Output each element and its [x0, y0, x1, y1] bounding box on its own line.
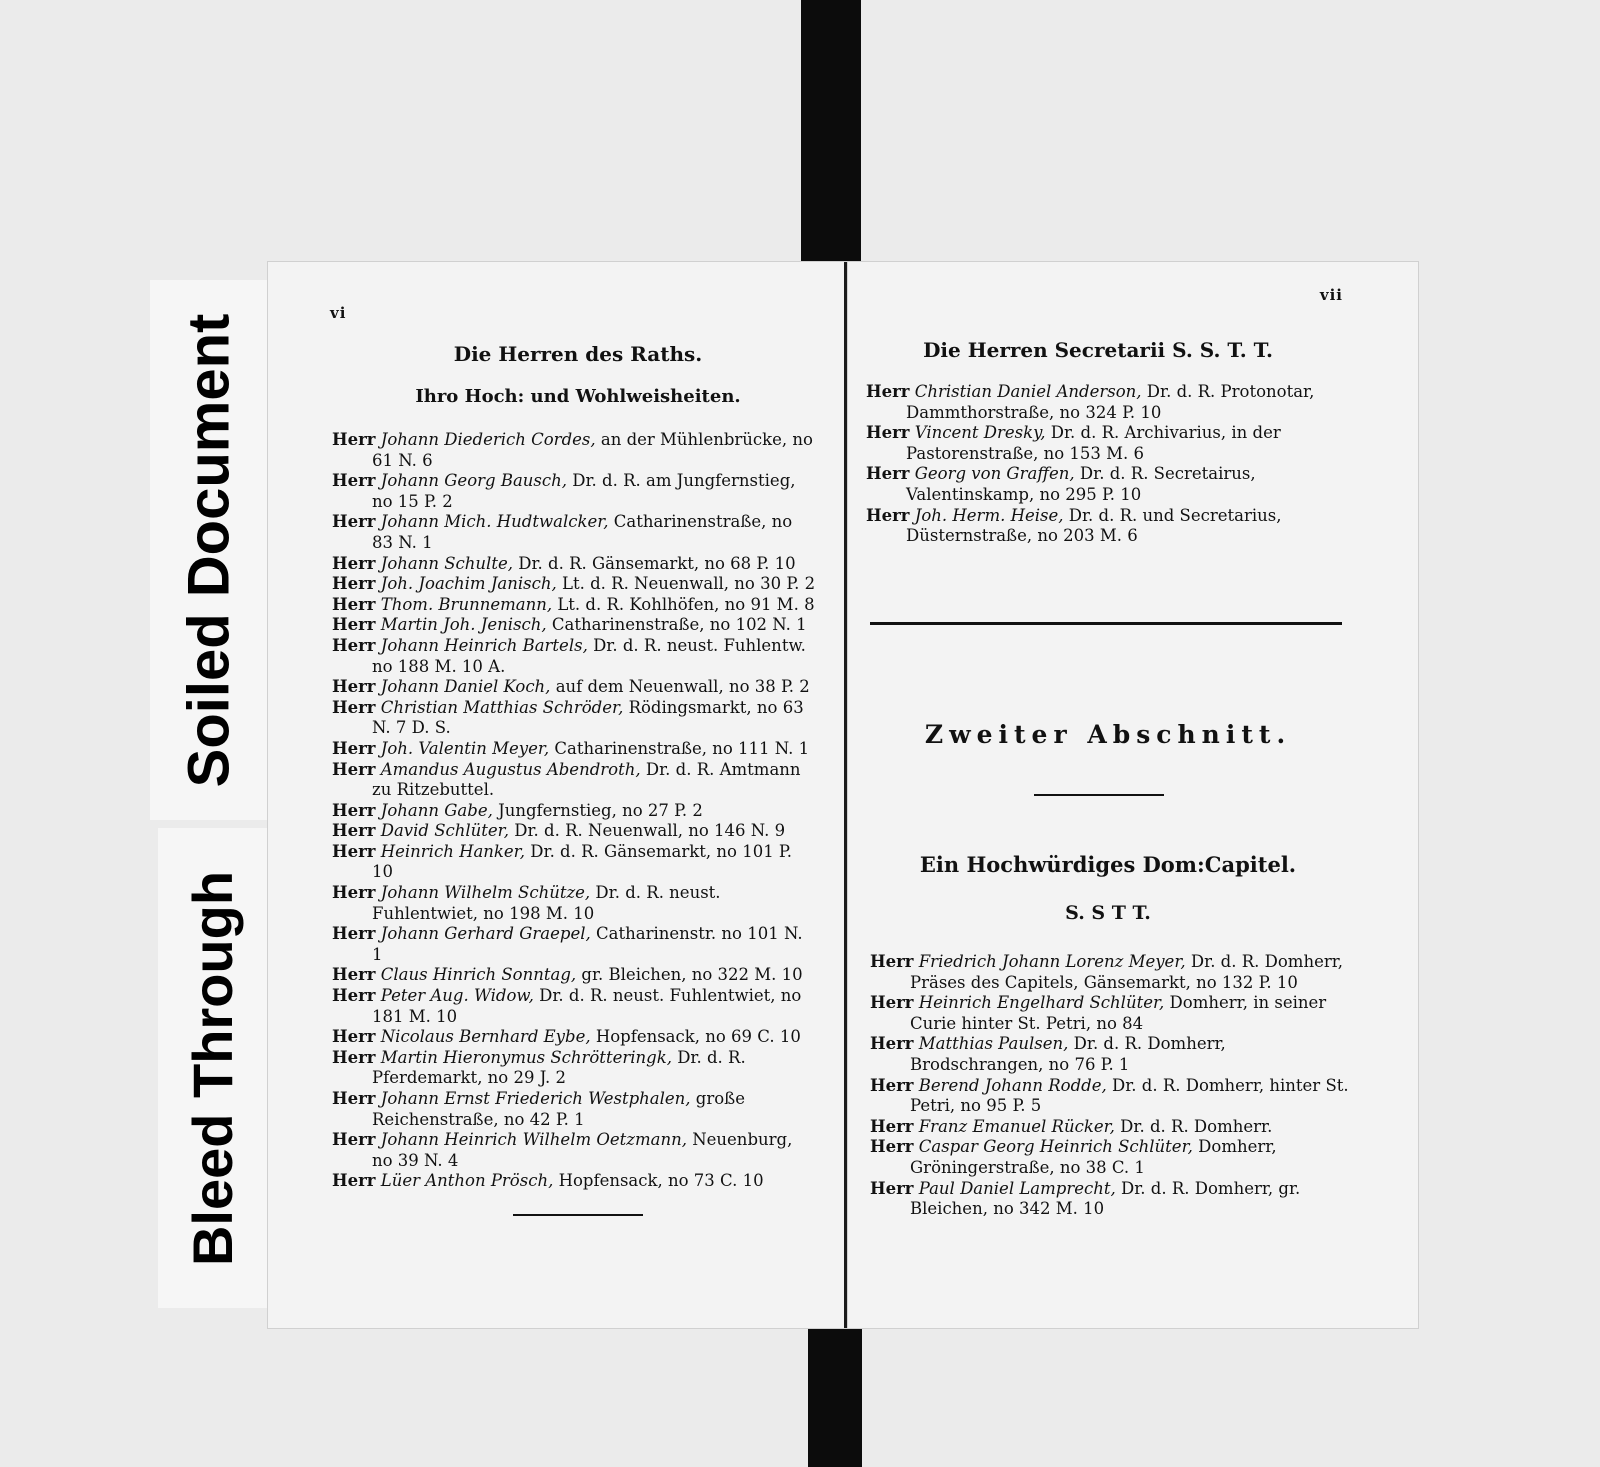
gutter-bar-bottom [808, 1328, 862, 1467]
entry-name: Johann Gerhard Graepel, [380, 924, 591, 944]
entry-prefix: Herr [866, 382, 910, 401]
entry-details: Domherr, Gröningerstraße, no 38 C. 1 [910, 1137, 1277, 1177]
entry-prefix: Herr [332, 553, 376, 573]
entry-name: Georg von Graffen, [914, 464, 1075, 484]
right-page [848, 262, 1418, 1328]
entry-prefix: Herr [332, 800, 376, 820]
entry-prefix: Herr [870, 1137, 914, 1157]
entry-item [870, 1137, 1350, 1178]
entry-item [332, 801, 818, 822]
entry-details: Dr. d. R. Neuenwall, no 146 N. 9 [514, 821, 786, 841]
bleed-through-label [158, 828, 268, 1308]
entry-item [332, 677, 818, 698]
soiled-document-label [150, 280, 268, 820]
entry-details: Dr. d. R. Secretairus, Valentinskamp, no 295 P. 10 [906, 464, 1256, 504]
entry-name: Johann Diederich Cordes, [380, 430, 596, 449]
entry-prefix: Herr [332, 1047, 376, 1067]
entry-details: Neuenburg, no 39 N. 4 [372, 1130, 793, 1170]
entry-name: Peter Aug. Widow, [380, 986, 534, 1006]
left-heading: Die Herren des Raths. [453, 342, 703, 366]
chapter-heading: Ein Hochwürdiges Dom:Capitel. [919, 852, 1297, 877]
right-folio: vii [1319, 286, 1343, 304]
right-heading: Die Herren Secretarii S. S. T. T. [923, 338, 1273, 362]
left-entry-list [332, 430, 818, 1192]
entry-details: Dr. d. R. am Jungfernstieg, no 15 P. 2 [372, 471, 796, 511]
right-entry-list [866, 382, 1346, 547]
entry-item [332, 554, 818, 575]
entry-details: Hopfensack, no 69 C. 10 [595, 1027, 801, 1047]
entry-name: Berend Johann Rodde, [918, 1075, 1107, 1095]
entry-item [332, 1048, 818, 1089]
entry-name: Caspar Georg Heinrich Schlüter, [918, 1137, 1193, 1157]
entry-prefix: Herr [332, 430, 376, 449]
entry-prefix: Herr [870, 1116, 914, 1136]
entry-details: Dr. d. R. Domherr, gr. Bleichen, no 342 M. 10 [910, 1178, 1301, 1219]
entry-item [866, 423, 1346, 464]
entry-item [332, 636, 818, 677]
entry-item [332, 595, 818, 616]
entry-prefix: Herr [332, 821, 376, 841]
entry-prefix: Herr [332, 594, 376, 614]
entry-item [332, 1171, 818, 1192]
entry-name: Joh. Joachim Janisch, [380, 574, 557, 594]
entry-prefix: Herr [870, 952, 914, 971]
entry-item [870, 993, 1350, 1034]
entry-item [332, 1089, 818, 1130]
entry-name: Franz Emanuel Rücker, [918, 1116, 1115, 1136]
entry-details: Jungfernstieg, no 27 P. 2 [498, 800, 703, 820]
entry-details: Dr. d. R. Domherr. [1120, 1116, 1273, 1136]
chapter-entry-list [870, 952, 1350, 1220]
entry-details: Hopfensack, no 73 C. 10 [558, 1171, 764, 1191]
entry-prefix: Herr [332, 965, 376, 985]
entry-prefix: Herr [866, 423, 910, 443]
entry-prefix: Herr [332, 1089, 376, 1108]
entry-details: Catharinenstraße, no 111 N. 1 [554, 738, 810, 758]
entry-prefix: Herr [332, 841, 376, 861]
entry-name: Johann Gabe, [380, 800, 493, 820]
entry-name: Joh. Valentin Meyer, [380, 738, 550, 758]
entry-details: Lt. d. R. Kohlhöfen, no 91 M. 8 [557, 594, 815, 614]
entry-item [332, 821, 818, 842]
entry-details: Dr. d. R. neust. Fuhlentwiet, no 198 M. 10 [372, 883, 721, 923]
entry-item [866, 506, 1346, 547]
entry-item [866, 464, 1346, 505]
entry-prefix: Herr [332, 574, 376, 594]
entry-name: Johann Heinrich Wilhelm Oetzmann, [380, 1130, 687, 1150]
entry-details: große Reichenstraße, no 42 P. 1 [372, 1089, 745, 1129]
left-page [268, 262, 846, 1328]
entry-prefix: Herr [870, 993, 914, 1013]
entry-prefix: Herr [332, 471, 376, 491]
entry-name: Paul Daniel Lamprecht, [918, 1178, 1116, 1198]
entry-item [332, 739, 818, 760]
entry-name: Heinrich Hanker, [380, 841, 526, 861]
entry-item [332, 1027, 818, 1048]
soiled-document-text: Soiled Document [176, 313, 242, 787]
entry-item [332, 615, 818, 636]
right-section-rule [870, 622, 1342, 625]
entry-name: Martin Joh. Jenisch, [380, 615, 547, 635]
section-title: Zweiter Abschnitt. [924, 720, 1292, 749]
entry-name: Matthias Paulsen, [918, 1034, 1069, 1054]
right-short-rule [1034, 794, 1164, 796]
entry-details: an der Mühlenbrücke, no 61 N. 6 [372, 430, 813, 470]
entry-item [332, 1130, 818, 1171]
entry-name: Friedrich Johann Lorenz Meyer, [918, 952, 1186, 971]
entry-details: Lt. d. R. Neuenwall, no 30 P. 2 [562, 574, 816, 594]
entry-name: Christian Matthias Schröder, [380, 697, 624, 717]
entry-name: Joh. Herm. Heise, [914, 505, 1064, 525]
entry-prefix: Herr [332, 759, 376, 779]
entry-name: Johann Ernst Friederich Westphalen, [380, 1089, 691, 1108]
entry-name: Vincent Dresky, [914, 423, 1046, 443]
entry-prefix: Herr [332, 1130, 376, 1150]
entry-details: Dr. d. R. Gänsemarkt, no 68 P. 10 [518, 553, 796, 573]
entry-item [870, 952, 1350, 993]
entry-name: Thom. Brunnemann, [380, 594, 553, 614]
entry-prefix: Herr [332, 924, 376, 944]
entry-prefix: Herr [332, 1027, 376, 1047]
entry-name: Johann Mich. Hudtwalcker, [380, 512, 609, 532]
entry-details: Dr. d. R. Gänsemarkt, no 101 P. 10 [372, 841, 792, 882]
entry-details: Domherr, in seiner Curie hinter St. Petri, no 84 [910, 993, 1327, 1033]
entry-name: Martin Hieronymus Schrötteringk, [380, 1047, 672, 1067]
entry-details: Dr. d. R. Protonotar, Dammthorstraße, no 324 P. 10 [906, 382, 1315, 422]
entry-name: Christian Daniel Anderson, [914, 382, 1142, 401]
entry-details: Dr. d. R. Pferdemarkt, no 29 J. 2 [372, 1047, 746, 1088]
entry-details: Dr. d. R. Domherr, hinter St. Petri, no 95 P. 5 [910, 1075, 1349, 1116]
entry-name: Claus Hinrich Sonntag, [380, 965, 577, 985]
entry-prefix: Herr [332, 697, 376, 717]
entry-details: Dr. d. R. Domherr, Brodschrangen, no 76 P. 1 [910, 1034, 1226, 1074]
entry-name: Nicolaus Bernhard Eybe, [380, 1027, 591, 1047]
entry-details: gr. Bleichen, no 322 M. 10 [581, 965, 803, 985]
entry-item [870, 1034, 1350, 1075]
entry-details: Dr. d. R. neust. Fuhlentwiet, no 181 M. 10 [372, 986, 802, 1026]
entry-item [332, 430, 818, 471]
entry-item [866, 382, 1346, 423]
entry-details: auf dem Neuenwall, no 38 P. 2 [555, 677, 810, 697]
entry-prefix: Herr [332, 883, 376, 903]
entry-item [332, 471, 818, 512]
entry-details: Catharinenstraße, no 83 N. 1 [372, 512, 793, 552]
entry-name: Johann Heinrich Bartels, [380, 635, 588, 655]
gutter-bar-top [801, 0, 861, 262]
entry-prefix: Herr [866, 505, 910, 525]
entry-prefix: Herr [332, 635, 376, 655]
entry-details: Dr. d. R. neust. Fuhlentw. no 188 M. 10 A. [372, 635, 806, 676]
entry-prefix: Herr [332, 1171, 376, 1191]
entry-item [332, 760, 818, 801]
entry-details: Catharinenstraße, no 102 N. 1 [551, 615, 807, 635]
left-subheading: Ihro Hoch: und Wohlweisheiten. [415, 386, 741, 407]
entry-item [332, 698, 818, 739]
entry-details: Rödingsmarkt, no 63 N. 7 D. S. [372, 697, 804, 738]
entry-prefix: Herr [332, 512, 376, 532]
entry-item [332, 965, 818, 986]
left-folio: vi [330, 304, 347, 322]
entry-item [332, 842, 818, 883]
bleed-through-text: Bleed Through [181, 870, 245, 1266]
entry-name: Heinrich Engelhard Schlüter, [918, 993, 1165, 1013]
entry-item [332, 574, 818, 595]
entry-prefix: Herr [332, 986, 376, 1006]
entry-item [870, 1179, 1350, 1220]
entry-name: Johann Wilhelm Schütze, [380, 883, 591, 903]
entry-item [332, 512, 818, 553]
entry-name: Johann Schulte, [380, 553, 513, 573]
entry-prefix: Herr [332, 615, 376, 635]
entry-name: David Schlüter, [380, 821, 509, 841]
entry-name: Johann Georg Bausch, [380, 471, 567, 491]
entry-details: Dr. d. R. Archivarius, in der Pastorenstraße, no 153 M. 6 [906, 423, 1281, 463]
chapter-subheading: S. S T T. [1065, 902, 1151, 924]
entry-details: Dr. d. R. Amtmann zu Ritzebuttel. [372, 759, 801, 800]
entry-name: Johann Daniel Koch, [380, 677, 551, 697]
left-end-rule [513, 1214, 643, 1216]
entry-details: Dr. d. R. Domherr, Präses des Capitels, Gänsemarkt, no 132 P. 10 [910, 952, 1344, 992]
entry-details: Dr. d. R. und Secretarius, Düsternstraße, no 203 M. 6 [906, 505, 1282, 546]
entry-item [332, 924, 818, 965]
entry-details: Catharinenstr. no 101 N. 1 [372, 924, 803, 964]
entry-prefix: Herr [870, 1178, 914, 1198]
entry-prefix: Herr [332, 677, 376, 697]
entry-prefix: Herr [332, 738, 376, 758]
entry-name: Amandus Augustus Abendroth, [380, 759, 641, 779]
entry-item [870, 1117, 1350, 1138]
entry-name: Lüer Anthon Prösch, [380, 1171, 554, 1191]
entry-prefix: Herr [866, 464, 910, 484]
entry-prefix: Herr [870, 1075, 914, 1095]
entry-prefix: Herr [870, 1034, 914, 1054]
entry-item [332, 883, 818, 924]
entry-item [332, 986, 818, 1027]
entry-item [870, 1076, 1350, 1117]
